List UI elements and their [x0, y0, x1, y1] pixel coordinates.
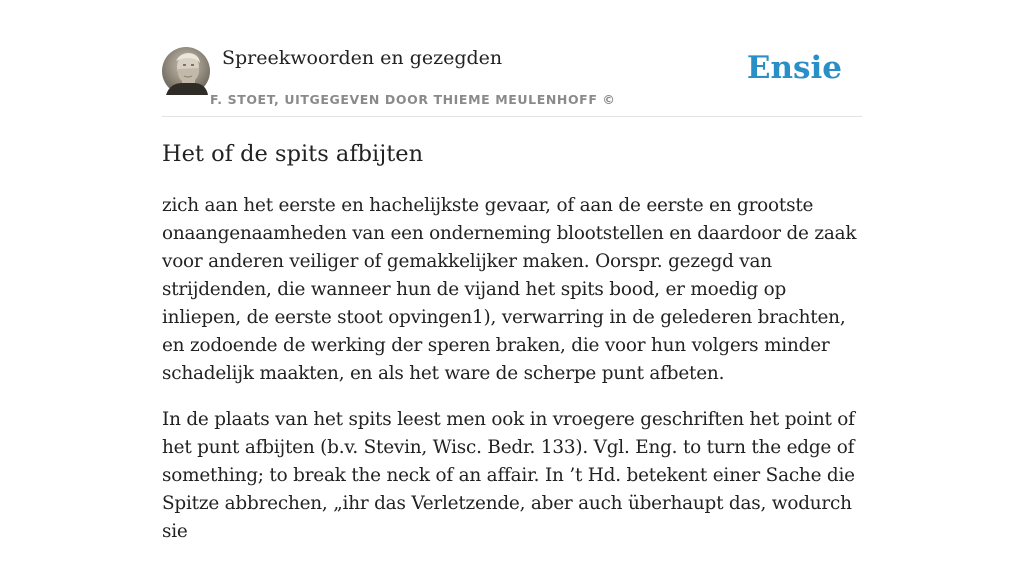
portrait-icon — [162, 47, 210, 95]
source-title[interactable]: Spreekwoorden en gezegden — [222, 47, 503, 69]
main-content — [162, 0, 862, 542]
entry-paragraph: zich aan het eerste en hachelijkste gevaar, of aan de eerste en grootste onaangenaamheden van een onderneming blootstellen en daardoor de zaak voor anderen veiliger of gemakkelijker maken. Oorspr. gezegd van strijdenden, die wanneer hun de vijand het spits bood, er moedig op inliepen, de eerste stoot opvingen1), verwarring in de gelederen brachten, en zodoende de werking der speren braken, die voor hun volgers minder schadelijk maakten, en als het ware de scherpe punt afbeten. — [162, 195, 857, 384]
author-avatar[interactable] — [162, 47, 210, 95]
source-header — [162, 0, 862, 117]
entry-title: Het of de spits afbijten — [162, 141, 424, 167]
entry-paragraph: In de plaats van het spits leest men ook in vroegere geschriften het point of het punt afbijten (b.v. Stevin, Wisc. Bedr. 133). Vgl. Eng. to turn the edge of something; to break the neck of an affair. In ’t Hd. betekent einer Sache die Spitze abbrechen, „ihr das Verletzende, aber auch überhaupt das, wodurch sie — [162, 409, 855, 542]
entry-body — [162, 192, 862, 564]
ensie-logo[interactable]: Ensie — [746, 50, 842, 86]
source-credit: F. STOET, UITGEGEVEN DOOR THIEME MEULENHOFF © — [210, 92, 616, 107]
